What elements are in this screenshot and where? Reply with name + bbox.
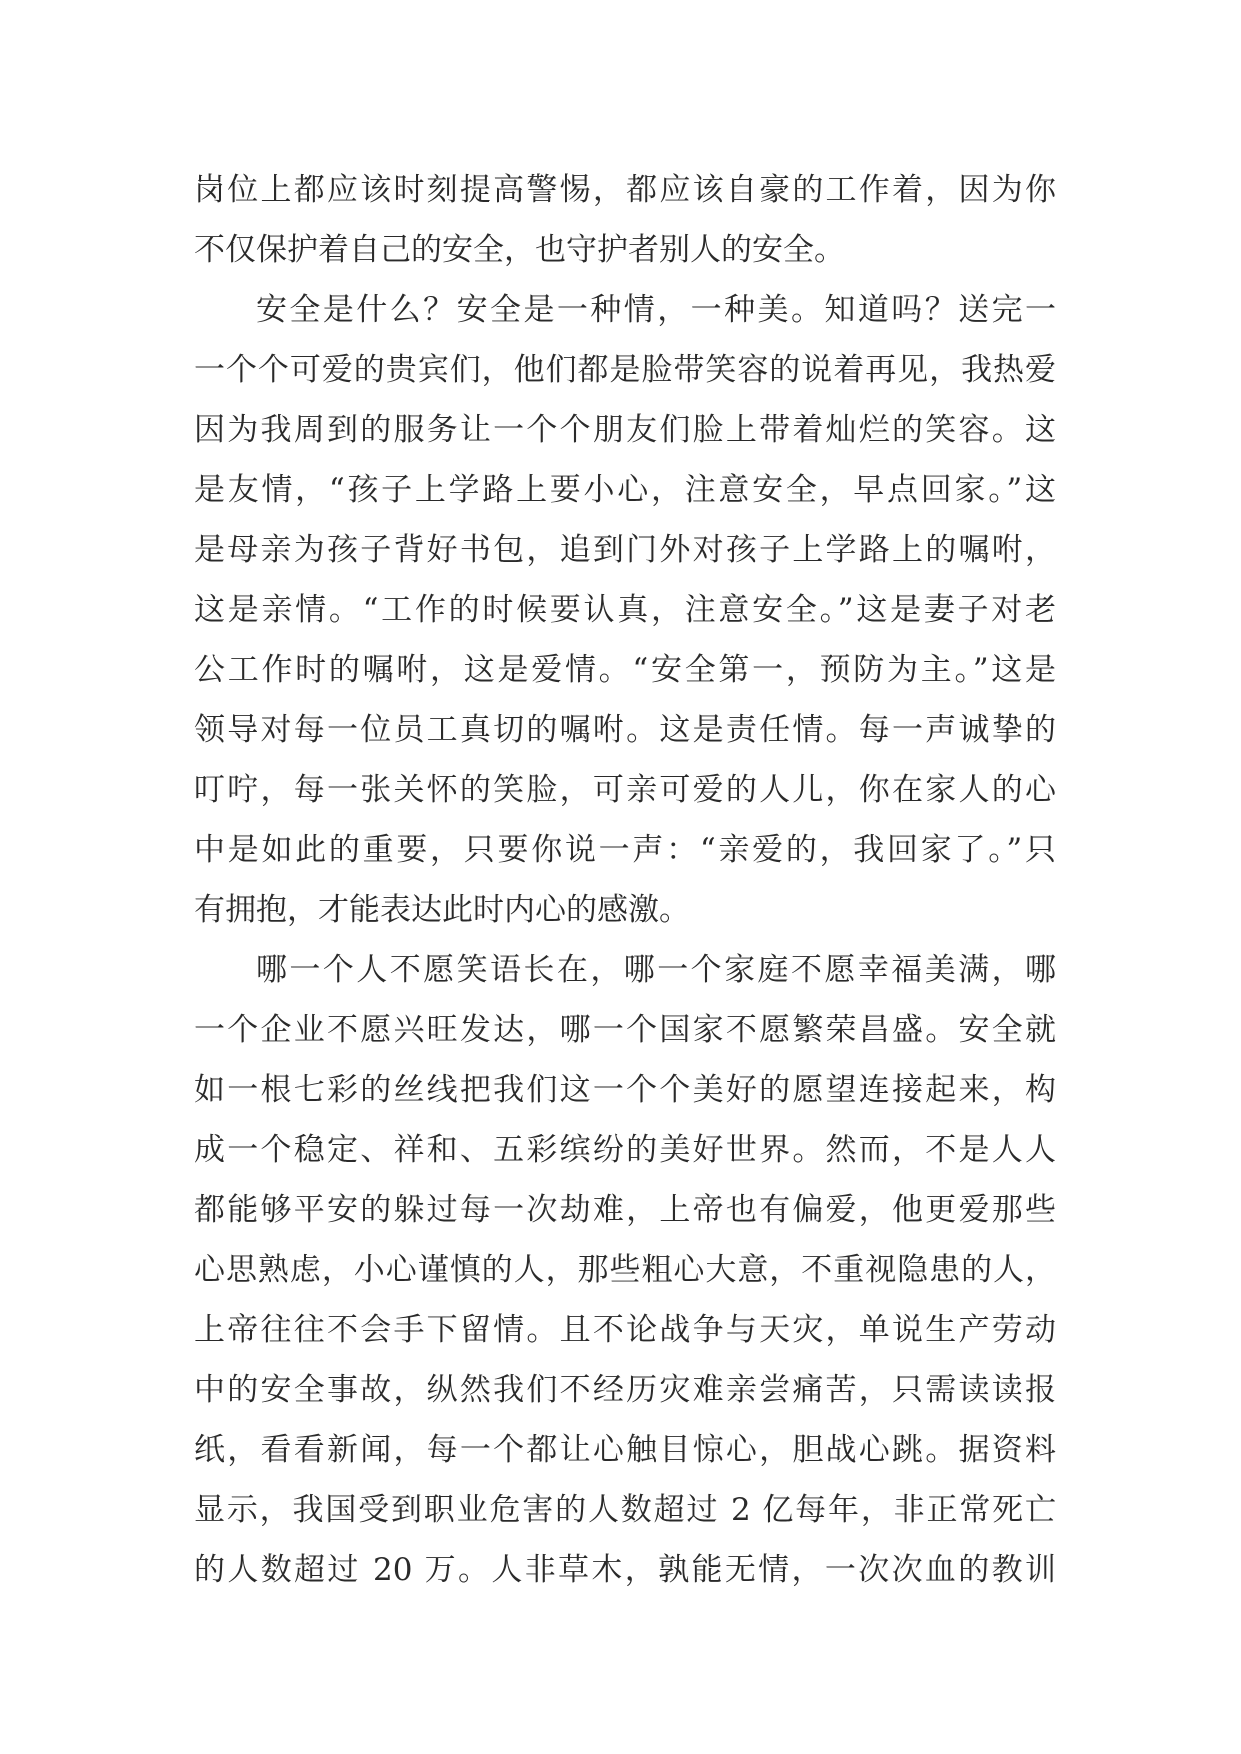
text-line: 安全是什么？安全是一种情，一种美。知道吗？送完一 — [256, 292, 1056, 328]
text-line: 一个企业不愿兴旺发达，哪一个国家不愿繁荣昌盛。安全就 — [194, 1012, 1056, 1048]
text-line: 中的安全事故，纵然我们不经历灾难亲尝痛苦，只需读读报 — [194, 1372, 1056, 1408]
text-line: 成一个稳定、祥和、五彩缤纷的美好世界。然而，不是人人 — [194, 1132, 1056, 1168]
text-line: 心思熟虑，小心谨慎的人，那些粗心大意，不重视隐患的人， — [194, 1252, 1056, 1288]
text-line: 显示，我国受到职业危害的人数超过 2 亿每年，非正常死亡 — [194, 1492, 1056, 1528]
text-line: 中是如此的重要，只要你说一声：“亲爱的，我回家了。”只 — [194, 832, 1056, 868]
text-line: 的人数超过 20 万。人非草木，孰能无情，一次次血的教训 — [194, 1552, 1056, 1588]
text-line: 都能够平安的躲过每一次劫难，上帝也有偏爱，他更爱那些 — [194, 1192, 1056, 1228]
text-line: 这是亲情。“工作的时候要认真，注意安全。”这是妻子对老 — [194, 592, 1056, 628]
text-line: 如一根七彩的丝线把我们这一个个美好的愿望连接起来，构 — [194, 1072, 1056, 1108]
text-line: 因为我周到的服务让一个个朋友们脸上带着灿烂的笑容。这 — [194, 412, 1056, 448]
text-line: 是母亲为孩子背好书包，追到门外对孩子上学路上的嘱咐， — [194, 532, 1056, 568]
text-line: 有拥抱，才能表达此时内心的感激。 — [194, 892, 690, 928]
text-line: 一个个可爱的贵宾们，他们都是脸带笑容的说着再见，我热爱 — [194, 352, 1056, 388]
text-line: 领导对每一位员工真切的嘱咐。这是责任情。每一声诚挚的 — [194, 712, 1056, 748]
text-line: 岗位上都应该时刻提高警惕，都应该自豪的工作着，因为你 — [194, 172, 1056, 208]
text-line: 叮咛，每一张关怀的笑脸，可亲可爱的人儿，你在家人的心 — [194, 772, 1056, 808]
text-line: 纸，看看新闻，每一个都让心触目惊心，胆战心跳。据资料 — [194, 1432, 1056, 1468]
text-line: 哪一个人不愿笑语长在，哪一个家庭不愿幸福美满，哪 — [256, 952, 1056, 988]
text-line: 是友情，“孩子上学路上要小心，注意安全，早点回家。”这 — [194, 472, 1056, 508]
document-body — [194, 160, 1056, 1600]
text-line: 公工作时的嘱咐，这是爱情。“安全第一，预防为主。”这是 — [194, 652, 1056, 688]
text-line: 不仅保护着自己的安全，也守护者别人的安全。 — [194, 232, 845, 268]
text-line: 上帝往往不会手下留情。且不论战争与天灾，单说生产劳动 — [194, 1312, 1056, 1348]
